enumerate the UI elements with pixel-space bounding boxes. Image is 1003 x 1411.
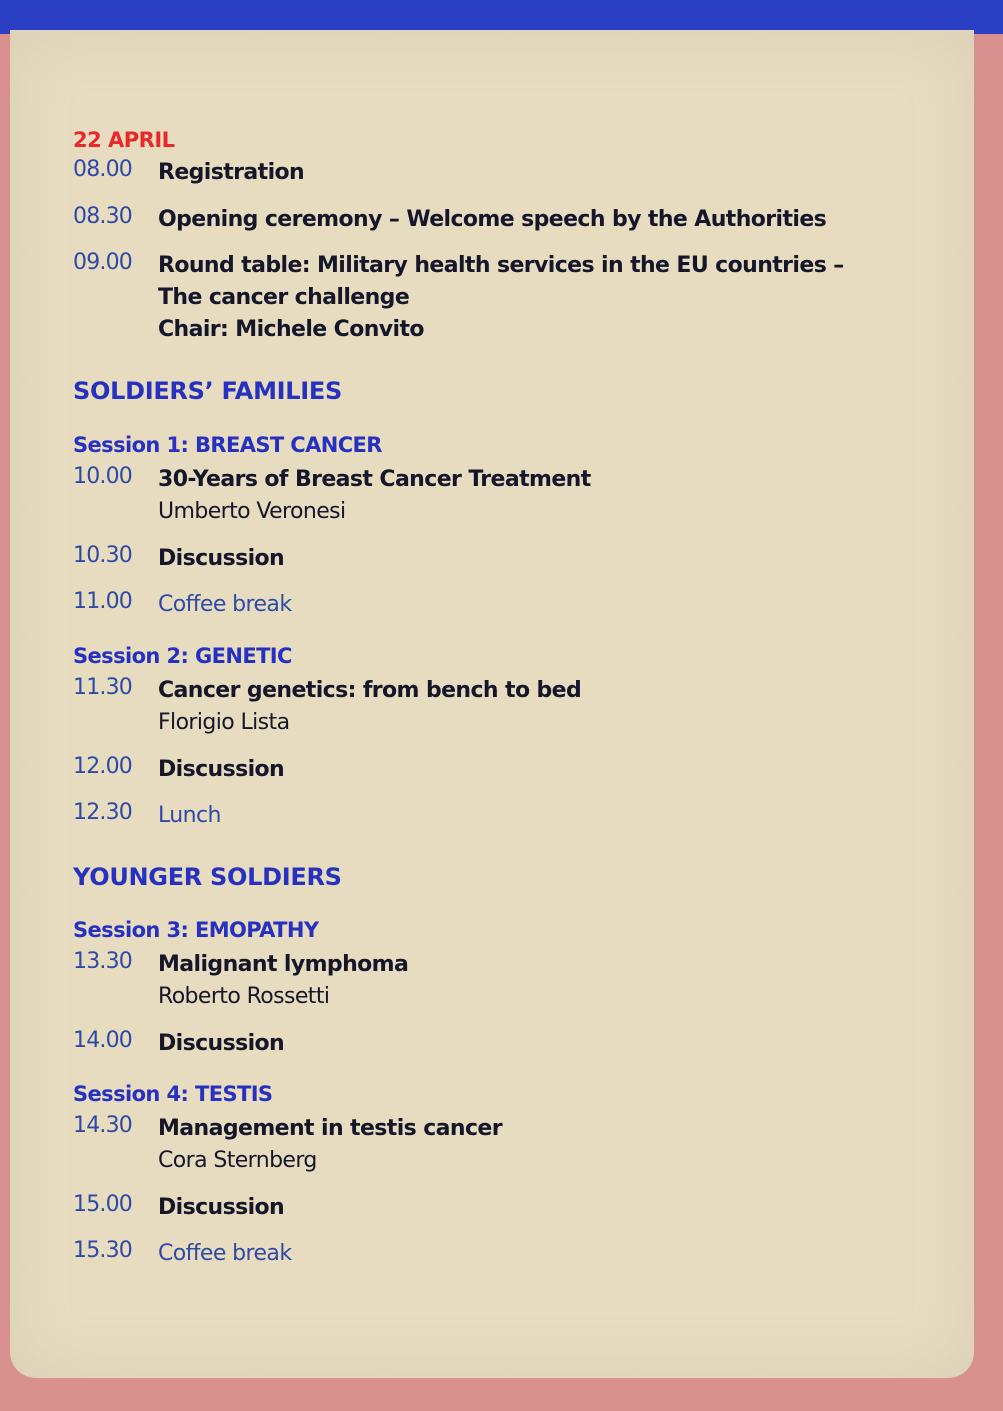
time-label: 14.30 — [73, 1113, 132, 1138]
item-title: Management in testis cancer — [158, 1116, 502, 1141]
top-color-bar — [0, 0, 1003, 34]
session-heading: Session 4: TESTIS — [73, 1082, 273, 1106]
item-title: Round table: Military health services in the EU countries – — [158, 253, 844, 278]
time-label: 15.30 — [73, 1238, 132, 1263]
time-label: 13.30 — [73, 949, 132, 974]
program-page — [10, 30, 974, 1378]
item-title-cont: The cancer challenge — [158, 285, 410, 310]
time-label: 11.30 — [73, 675, 132, 700]
time-label: 12.00 — [73, 754, 132, 779]
time-label: 12.30 — [73, 800, 132, 825]
time-label: 15.00 — [73, 1192, 132, 1217]
item-title: Coffee break — [158, 592, 292, 617]
item-chair: Chair: Michele Convito — [158, 317, 424, 342]
session-heading: Session 1: BREAST CANCER — [73, 433, 382, 457]
time-label: 10.00 — [73, 464, 132, 489]
item-title: Discussion — [158, 757, 285, 782]
item-title: Discussion — [158, 1031, 285, 1056]
section-heading: YOUNGER SOLDIERS — [73, 863, 342, 891]
item-title: Cancer genetics: from bench to bed — [158, 678, 582, 703]
time-label: 08.30 — [73, 204, 132, 229]
time-label: 14.00 — [73, 1028, 132, 1053]
item-title: Coffee break — [158, 1241, 292, 1266]
item-title: 30-Years of Breast Cancer Treatment — [158, 467, 591, 492]
speaker-name: Umberto Veronesi — [158, 499, 346, 524]
item-title: Opening ceremony – Welcome speech by the Authorities — [158, 207, 827, 232]
item-title: Discussion — [158, 1195, 285, 1220]
item-title: Registration — [158, 160, 305, 185]
item-title: Discussion — [158, 546, 285, 571]
time-label: 09.00 — [73, 250, 132, 275]
item-title: Lunch — [158, 803, 221, 828]
speaker-name: Cora Sternberg — [158, 1148, 317, 1173]
session-heading: Session 3: EMOPATHY — [73, 918, 319, 942]
item-title: Malignant lymphoma — [158, 952, 409, 977]
session-heading: Session 2: GENETIC — [73, 644, 292, 668]
program-date: 22 APRIL — [73, 128, 175, 152]
speaker-name: Florigio Lista — [158, 710, 290, 735]
time-label: 10.30 — [73, 543, 132, 568]
speaker-name: Roberto Rossetti — [158, 984, 330, 1009]
section-heading: SOLDIERS’ FAMILIES — [73, 377, 342, 405]
time-label: 08.00 — [73, 157, 132, 182]
time-label: 11.00 — [73, 589, 132, 614]
